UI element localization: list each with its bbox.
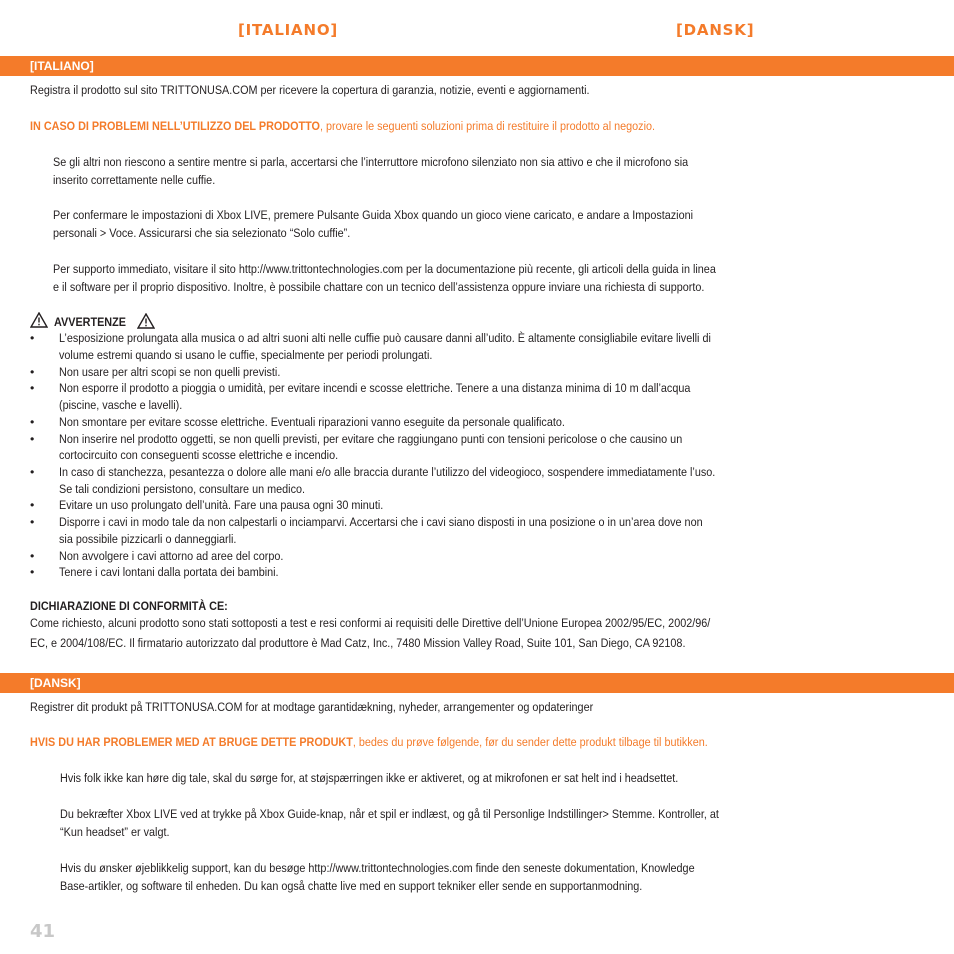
- bullet-dot: •: [30, 432, 35, 446]
- section-bar-dansk: [0, 673, 954, 693]
- warning-heading: [30, 312, 136, 330]
- warning-item: Non smontare per evitare scosse elettriche. Eventuali riparazioni vanno eseguite da personale qualificato.: [59, 415, 565, 429]
- warning-item: Non esporre il prodotto a pioggia o umidità, per evitare incendi e scosse elettriche. Tenere a una distanza minima di 10 m dall’acqua: [59, 381, 691, 395]
- conformity-line2: EC, e 2004/108/EC. Il firmatario autorizzato dal produttore è Mad Catz, Inc., 7480 Mission Valley Road, Suite 101, San Diego, CA 92108.: [30, 636, 686, 650]
- tip1-line1-it: Se gli altri non riescono a sentire mentre si parla, accertarsi che l’interruttore microfono silenziato non sia attivo e che il microfono sia: [53, 155, 689, 169]
- bullet-dot: •: [30, 381, 35, 395]
- warning-item-cont: sia possibile pizzicarli o danneggiarli.: [59, 532, 237, 546]
- tip3-line1-da: Hvis du ønsker øjeblikkelig support, kan du besøge http://www.trittontechnologies.com finde den seneste dokumentation, Knowledge: [60, 861, 695, 875]
- section-label-italiano: [ITALIANO]: [30, 59, 94, 73]
- bullet-dot: •: [30, 331, 35, 345]
- problems-bold-it: IN CASO DI PROBLEMI NELL’UTILIZZO DEL PRODOTTO: [30, 119, 320, 133]
- bullet-dot: •: [30, 515, 35, 529]
- warning-item: L’esposizione prolungata alla musica o ad altri suoni alti nelle cuffie può causare danni all’udito. È altamente consigliabile evitare livelli di: [59, 331, 711, 345]
- warning-item: In caso di stanchezza, pesantezza o dolore alle mani e/o alle braccia durante l’utilizzo del videogioco, sospendere immediatamente l’uso.: [59, 465, 716, 479]
- conformity-line1: Come richiesto, alcuni prodotto sono stati sottoposti a test e resi conformi ai requisiti delle Direttive dell’Unione Europea 2002/95/EC, 2002/96/: [30, 616, 711, 630]
- problems-heading-da: [30, 734, 708, 751]
- warning-item: Non usare per altri scopi se non quelli previsti.: [59, 365, 281, 379]
- warning-item: Non avvolgere i cavi attorno ad aree del corpo.: [59, 549, 284, 563]
- warning-item-cont: (piscine, vasche e lavelli).: [59, 398, 183, 412]
- problems-rest-da: , bedes du prøve følgende, før du sender dette produkt tilbage til butikken.: [352, 735, 708, 749]
- problems-bold-da: HVIS DU HAR PROBLEMER MED AT BRUGE DETTE PRODUKT: [30, 735, 353, 749]
- register-text-it: Registra il prodotto sul sito TRITTONUSA.COM per ricevere la copertura di garanzia, notizie, eventi e aggiornamenti.: [30, 83, 590, 97]
- conformity-title: DICHIARAZIONE DI CONFORMITÀ CE:: [30, 599, 228, 613]
- warning-item: Disporre i cavi in modo tale da non calpestarli o inciamparvi. Accertarsi che i cavi siano disposti in una posizione o in un’area dove non: [59, 515, 703, 529]
- page-number: 41: [30, 921, 56, 942]
- bullet-dot: •: [30, 549, 35, 563]
- problems-rest-it: , provare le seguenti soluzioni prima di restituire il prodotto al negozio.: [319, 119, 656, 133]
- warning-item: Non inserire nel prodotto oggetti, se non quelli previsti, per evitare che raggiungano punti con tensioni pericolose o che causino un: [59, 432, 683, 446]
- tip1-line1-da: Hvis folk ikke kan høre dig tale, skal du sørge for, at støjspærringen ikke er aktiveret, og at mikrofonen er sat helt ind i headsettet.: [60, 771, 679, 785]
- tab-italiano[interactable]: [ITALIANO]: [238, 21, 339, 39]
- tip2-line1-it: Per confermare le impostazioni di Xbox LIVE, premere Pulsante Guida Xbox quando un gioco viene caricato, e andare a Impostazioni: [53, 208, 694, 222]
- bullet-dot: •: [30, 565, 35, 579]
- problems-heading-it: [30, 118, 655, 135]
- bullet-dot: •: [30, 465, 35, 479]
- bullet-dot: •: [30, 415, 35, 429]
- tip2-line2-da: “Kun headset” er valgt.: [60, 825, 170, 839]
- warning-item: Evitare un uso prolungato dell’unità. Fare una pausa ogni 30 minuti.: [59, 498, 384, 512]
- tip2-line2-it: personali > Voce. Assicurarsi che sia selezionato “Solo cuffie”.: [53, 226, 351, 240]
- warning-item: Tenere i cavi lontani dalla portata dei bambini.: [59, 565, 279, 579]
- tab-dansk[interactable]: [DANSK]: [676, 21, 755, 39]
- section-bar-italiano: [0, 56, 954, 76]
- warning-item-cont: volume estremi quando si usano le cuffie, specialmente per periodi prolungati.: [59, 348, 433, 362]
- tip3-line1-it: Per supporto immediato, visitare il sito http://www.trittontechnologies.com per la documentazione più recente, gli articoli della guida in linea: [53, 262, 716, 276]
- tip3-line2-da: Base-artikler, og software til enheden. Du kan også chatte live med en support tekniker eller sende en supportanmodning.: [60, 879, 643, 893]
- tip2-line1-da: Du bekræfter Xbox LIVE ved at trykke på Xbox Guide-knap, når et spil er indlæst, og gå til Personlige Indstillinger> Stemme. Kontroller, at: [60, 807, 719, 821]
- tip3-line2-it: e il software per il proprio dispositivo. Inoltre, è possibile chattare con un tecnico dell’assistenza oppure inviare una richiesta di supporto.: [53, 280, 705, 294]
- register-text-da: Registrer dit produkt på TRITTONUSA.COM for at modtage garantidækning, nyheder, arrangementer og opdateringer: [30, 700, 594, 714]
- section-label-dansk: [DANSK]: [30, 676, 81, 690]
- tip1-line2-it: inserito correttamente nelle cuffie.: [53, 173, 216, 187]
- warning-triangle-icon: [137, 313, 155, 329]
- bullet-dot: •: [30, 498, 35, 512]
- warning-item-cont: cortocircuito con conseguenti scosse elettriche e incendio.: [59, 448, 339, 462]
- bullet-dot: •: [30, 365, 35, 379]
- warning-item-cont: Se tali condizioni persistono, consultare un medico.: [59, 482, 306, 496]
- warning-title: AVVERTENZE: [54, 315, 127, 329]
- warning-triangle-icon: [30, 312, 48, 328]
